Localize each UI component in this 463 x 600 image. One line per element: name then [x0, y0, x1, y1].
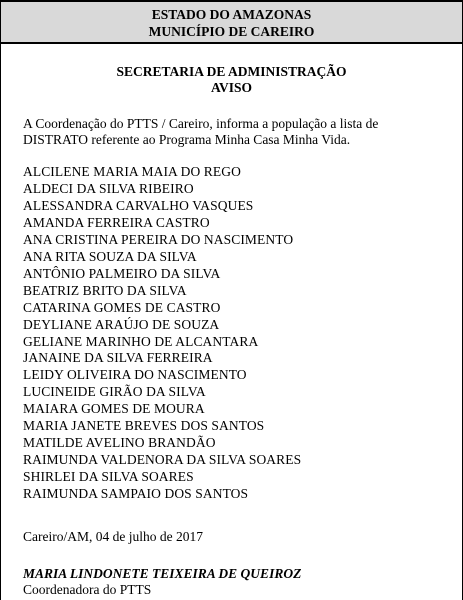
intro-line-2: DISTRATO referente ao Programa Minha Casa Minha Vida.	[23, 132, 351, 147]
list-item: ALESSANDRA CARVALHO VASQUES	[23, 197, 254, 213]
list-item: RAIMUNDA SAMPAIO DOS SANTOS	[23, 486, 249, 502]
notice-type-heading: AVISO	[210, 80, 253, 95]
list-item: CATARINA GOMES DE CASTRO	[23, 299, 221, 315]
list-item: AMANDA FERREIRA CASTRO	[23, 214, 210, 230]
signer-name: MARIA LINDONETE TEIXEIRA DE QUEIROZ	[23, 566, 302, 581]
place-date: Careiro/AM, 04 de julho de 2017	[23, 529, 203, 544]
list-item: GELIANE MARINHO DE ALCANTARA	[23, 333, 259, 349]
list-item: LUCINEIDE GIRÃO DA SILVA	[23, 384, 206, 400]
list-item: MATILDE AVELINO BRANDÃO	[23, 435, 216, 451]
municipality-heading: MUNICÍPIO DE CAREIRO	[148, 24, 315, 39]
list-item: ANA CRISTINA PEREIRA DO NASCIMENTO	[23, 231, 294, 247]
list-item: DEYLIANE ARAÚJO DE SOUZA	[23, 316, 220, 332]
list-item: JANAINE DA SILVA FERREIRA	[23, 350, 213, 366]
list-item: ALCILENE MARIA MAIA DO REGO	[23, 164, 241, 179]
intro-line-1: A Coordenação do PTTS / Careiro, informa a população a lista de	[23, 116, 379, 131]
department-heading: SECRETARIA DE ADMINISTRAÇÃO	[116, 64, 347, 79]
list-item: ANA RITA SOUZA DA SILVA	[23, 248, 197, 264]
list-item: SHIRLEI DA SILVA SOARES	[23, 469, 194, 485]
header-banner	[1, 0, 462, 44]
beneficiary-list	[23, 164, 301, 503]
list-item: MAIARA GOMES DE MOURA	[23, 401, 205, 417]
notice-title-block	[1, 64, 462, 96]
list-item: LEIDY OLIVEIRA DO NASCIMENTO	[23, 367, 247, 383]
list-item: RAIMUNDA VALDENORA DA SILVA SOARES	[23, 452, 302, 468]
list-item: MARIA JANETE BREVES DOS SANTOS	[23, 418, 265, 434]
list-item: BEATRIZ BRITO DA SILVA	[23, 282, 187, 298]
list-item: ANTÔNIO PALMEIRO DA SILVA	[23, 265, 221, 281]
list-item: ALDECI DA SILVA RIBEIRO	[23, 180, 194, 196]
signer-role: Coordenadora do PTTS	[23, 582, 152, 597]
state-heading: ESTADO DO AMAZONAS	[151, 7, 312, 22]
intro-paragraph	[23, 116, 448, 148]
